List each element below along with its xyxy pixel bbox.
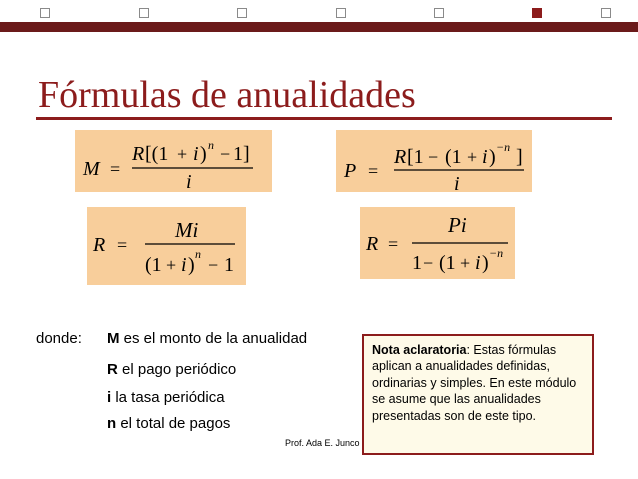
formula-exponent: n xyxy=(208,138,214,152)
formula-close: ) xyxy=(188,254,195,276)
formula-minus: − xyxy=(428,147,439,167)
formula-numerator: Mi xyxy=(175,218,199,242)
definition-variable: i xyxy=(107,389,112,406)
formula-lhs: P xyxy=(344,160,357,182)
formula-close: ) xyxy=(489,146,496,168)
note-heading: Nota aclaratoria xyxy=(372,343,467,357)
formula-r: R xyxy=(132,143,145,165)
definition-text: el total de pagos xyxy=(116,415,231,432)
formula-plus: + xyxy=(467,147,478,167)
formula-pago-presente xyxy=(360,207,515,279)
header-square-selected xyxy=(532,8,542,18)
formula-close: ) xyxy=(200,143,207,165)
formula-equals: = xyxy=(388,234,399,254)
formula-denominator: i xyxy=(186,171,192,192)
formula-monto-box xyxy=(75,130,272,192)
title-underline xyxy=(36,117,612,120)
header-band xyxy=(0,22,638,32)
note-body: : Estas fórmulas aplican a anualidades definidas, ordinarias y simples. En este módulo se asume que las anualidades presentadas son de este tipo. xyxy=(372,343,577,423)
definition-variable: R xyxy=(107,361,118,378)
formula-open: [(1 xyxy=(145,143,169,165)
header-square xyxy=(434,8,444,18)
header-square xyxy=(601,8,611,18)
formula-pago-monto-box xyxy=(87,207,246,285)
definition-variable: n xyxy=(107,415,117,432)
formula-equals: = xyxy=(368,161,379,181)
formula-plus: + xyxy=(460,253,471,273)
formula-monto xyxy=(75,130,272,192)
formula-i: i xyxy=(181,254,187,276)
formula-lhs: R xyxy=(366,233,379,255)
formula-pago-presente-box xyxy=(360,207,515,279)
formula-i: i xyxy=(193,143,199,165)
formula-denominator: i xyxy=(454,173,460,192)
definition-m xyxy=(107,330,307,347)
formula-bracket: ] xyxy=(516,146,523,168)
definition-text: la tasa periódica xyxy=(111,389,225,406)
footer-author: Prof. Ada E. Junco xyxy=(285,438,360,448)
formula-den-open: (1 xyxy=(439,252,456,274)
formula-den-open: (1 xyxy=(145,254,162,276)
header-square xyxy=(40,8,50,18)
formula-paren: (1 xyxy=(445,146,462,168)
formula-open: [1 xyxy=(407,146,424,168)
formula-plus: + xyxy=(166,255,177,275)
definition-text: el pago periódico xyxy=(117,361,237,378)
formula-exponent: −n xyxy=(496,140,511,154)
formula-i: i xyxy=(475,252,481,274)
formula-pago-monto xyxy=(87,207,246,285)
definitions-label: donde: xyxy=(36,330,82,347)
header-square xyxy=(336,8,346,18)
formula-equals: = xyxy=(110,159,121,179)
definition-r xyxy=(107,361,236,378)
formula-close: ) xyxy=(482,252,489,274)
formula-one: 1 xyxy=(412,252,422,274)
formula-r: R xyxy=(394,146,407,168)
note-box xyxy=(362,334,594,455)
formula-exponent: −n xyxy=(489,246,504,260)
formula-presente xyxy=(336,130,532,192)
formula-exponent: n xyxy=(195,247,201,261)
formula-lhs: M xyxy=(83,158,100,180)
definition-i xyxy=(107,389,225,406)
formula-i: i xyxy=(482,146,488,168)
formula-one: 1 xyxy=(224,254,234,276)
formula-equals: = xyxy=(117,235,128,255)
formula-minus: − xyxy=(220,144,231,164)
formula-numerator: Pi xyxy=(448,213,467,237)
formula-minus: − xyxy=(208,255,219,275)
definition-n xyxy=(107,415,230,432)
slide-title: Fórmulas de anualidades xyxy=(38,74,416,116)
formula-one-close: 1] xyxy=(233,143,250,165)
formula-plus: + xyxy=(177,144,188,164)
formula-presente-box xyxy=(336,130,532,192)
definition-variable: M xyxy=(107,330,120,347)
header-bar xyxy=(0,0,638,32)
definition-text: es el monto de la anualidad xyxy=(119,330,308,347)
formula-minus: − xyxy=(423,253,434,273)
formula-lhs: R xyxy=(93,234,106,256)
header-square xyxy=(237,8,247,18)
header-square xyxy=(139,8,149,18)
